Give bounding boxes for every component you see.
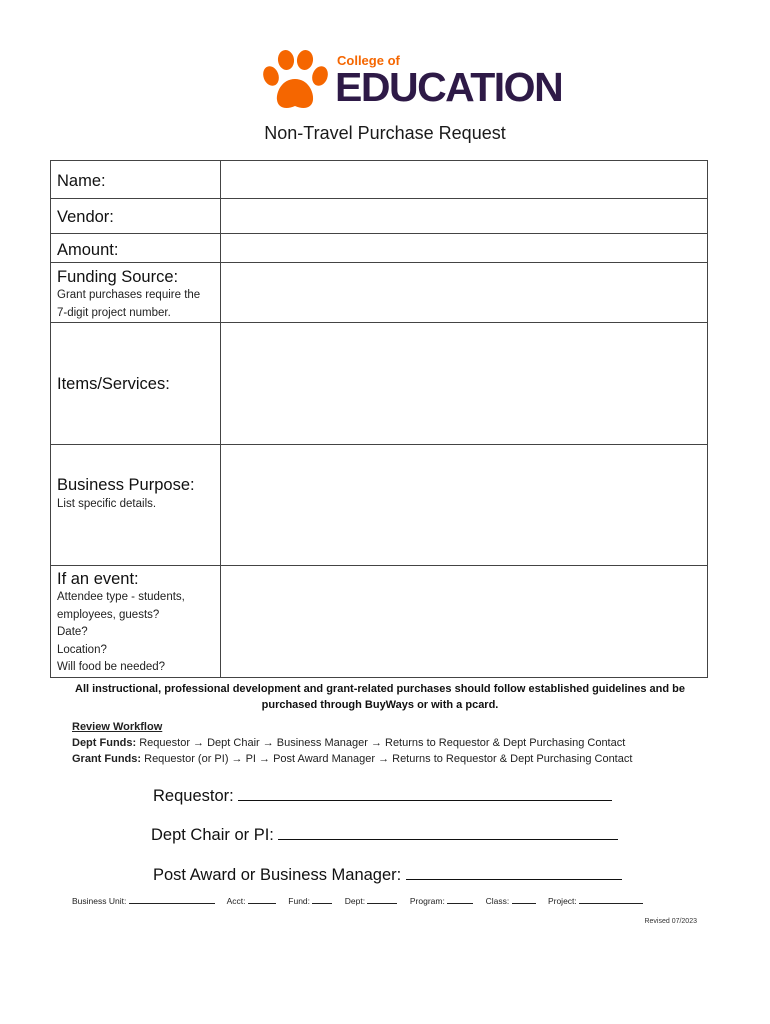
dept-label: Dept: (344, 896, 366, 906)
row-items (51, 323, 708, 445)
requestor-signature (153, 785, 612, 806)
amount-label-cell (51, 234, 221, 263)
event-label-cell (51, 566, 221, 678)
items-field[interactable] (221, 323, 708, 445)
workflow-dept (72, 735, 632, 751)
project-label: Project: (547, 896, 577, 906)
event-label: If an event: (57, 570, 139, 588)
funding-note-line1: Grant purchases require the (57, 289, 201, 301)
purpose-label-cell (51, 445, 221, 566)
dept-field[interactable] (367, 895, 397, 904)
event-note-line3: Date? (57, 626, 88, 638)
funding-field[interactable] (221, 263, 708, 323)
workflow-grant (72, 751, 632, 767)
chair-signature (151, 824, 618, 845)
purpose-label: Business Purpose: (57, 476, 195, 494)
vendor-field[interactable] (221, 199, 708, 234)
amount-label: Amount: (57, 241, 119, 259)
row-name (51, 161, 708, 199)
event-note-line5: Will food be needed? (57, 661, 166, 673)
logo-college-of: College of (337, 53, 400, 68)
accounting-codes (72, 895, 643, 906)
chair-label: Dept Chair or PI: (151, 826, 274, 844)
revised-date: Revised 07/2023 (644, 918, 697, 925)
notice-line1: All instructional, professional development and grant-related purchases should follow established guidelines and be (75, 683, 685, 695)
requestor-label: Requestor: (153, 787, 234, 805)
row-funding (51, 263, 708, 323)
dept-funds-label: Dept Funds: (72, 737, 137, 749)
acct-label: Acct: (226, 896, 246, 906)
project-field[interactable] (579, 895, 643, 904)
name-field[interactable] (221, 161, 708, 199)
name-label: Name: (57, 172, 106, 190)
business-unit-label: Business Unit: (72, 896, 127, 906)
class-label: Class: (485, 896, 510, 906)
event-note-line1: Attendee type - students, (57, 591, 185, 603)
funding-label-cell (51, 263, 221, 323)
business-unit-field[interactable] (129, 895, 215, 904)
class-field[interactable] (512, 895, 536, 904)
event-note-line4: Location? (57, 643, 107, 656)
manager-signature-line[interactable] (406, 864, 622, 880)
logo-education: EDUCATION (335, 64, 563, 110)
event-field[interactable] (221, 566, 708, 678)
program-field[interactable] (447, 895, 473, 904)
guidelines-notice (60, 681, 700, 713)
row-amount (51, 234, 708, 263)
program-label: Program: (409, 896, 445, 906)
items-label-cell (51, 323, 221, 445)
fund-label: Fund: (288, 896, 311, 906)
vendor-label-cell (51, 199, 221, 234)
fund-field[interactable] (312, 895, 332, 904)
grant-funds-steps: Requestor (or PI) → PI → Post Award Manager → Returns to Requestor & Dept Purchasing Contact (141, 753, 633, 765)
dept-funds-steps: Requestor → Dept Chair → Business Manager → Returns to Requestor & Dept Purchasing Contact (136, 737, 626, 749)
row-event (51, 566, 708, 678)
name-label-cell (51, 161, 221, 199)
vendor-label: Vendor: (57, 208, 114, 226)
notice-line2: purchased through BuyWays or with a pcard. (261, 699, 499, 711)
requestor-signature-line[interactable] (238, 785, 612, 801)
paw-icon (262, 50, 328, 112)
funding-note-line2: 7-digit project number. (57, 306, 171, 319)
manager-signature (153, 864, 622, 885)
acct-field[interactable] (248, 895, 276, 904)
event-note-line2: employees, guests? (57, 608, 160, 621)
chair-signature-line[interactable] (278, 824, 618, 840)
page-title: Non-Travel Purchase Request (264, 123, 506, 143)
request-form-table (50, 160, 708, 678)
funding-label: Funding Source: (57, 268, 179, 286)
row-purpose (51, 445, 708, 566)
review-workflow (72, 719, 632, 767)
grant-funds-label: Grant Funds: (72, 753, 142, 765)
row-vendor (51, 199, 708, 234)
workflow-title: Review Workflow (72, 721, 163, 733)
purpose-note: List specific details. (57, 498, 157, 510)
amount-field[interactable] (221, 234, 708, 263)
manager-label: Post Award or Business Manager: (153, 866, 402, 884)
college-logo (262, 48, 563, 112)
purpose-field[interactable] (221, 445, 708, 566)
items-label: Items/Services: (57, 374, 170, 393)
